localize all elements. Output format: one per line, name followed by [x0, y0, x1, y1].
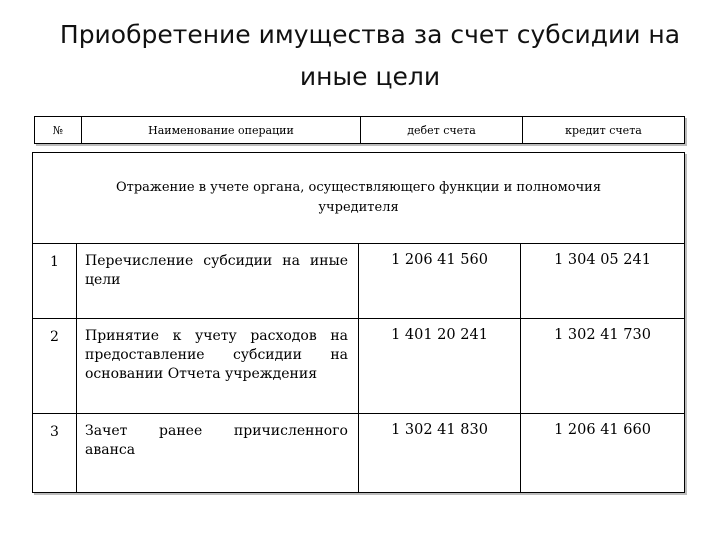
row-debit: 1 206 41 560	[359, 244, 521, 319]
row-operation: Перечисление субсидии на иные цели	[77, 244, 359, 319]
header-operation: Наименование операции	[82, 117, 361, 144]
row-credit: 1 302 41 730	[521, 319, 685, 414]
table-row	[33, 414, 685, 493]
row-operation: Принятие к учету расходов на предоставление субсидии на основании Отчета учреждения	[77, 319, 359, 414]
row-number: 2	[33, 319, 77, 414]
section-heading: Отражение в учете органа, осуществляющего функции и полномочия учредителя	[33, 153, 685, 244]
row-operation: Зачет ранее причисленного аванса	[77, 414, 359, 493]
header-debit: дебет счета	[361, 117, 523, 144]
column-header-table	[34, 116, 685, 144]
row-debit: 1 401 20 241	[359, 319, 521, 414]
row-credit: 1 206 41 660	[521, 414, 685, 493]
section-row	[33, 153, 685, 244]
page-title: Приобретение имущества за счет субсидии на иные цели	[59, 20, 681, 91]
header-row	[35, 117, 685, 144]
operations-table	[32, 152, 685, 493]
header-credit: кредит счета	[523, 117, 685, 144]
header-num: №	[35, 117, 82, 144]
row-number: 3	[33, 414, 77, 493]
row-number: 1	[33, 244, 77, 319]
row-debit: 1 302 41 830	[359, 414, 521, 493]
table-row	[33, 244, 685, 319]
table-row	[33, 319, 685, 414]
row-credit: 1 304 05 241	[521, 244, 685, 319]
